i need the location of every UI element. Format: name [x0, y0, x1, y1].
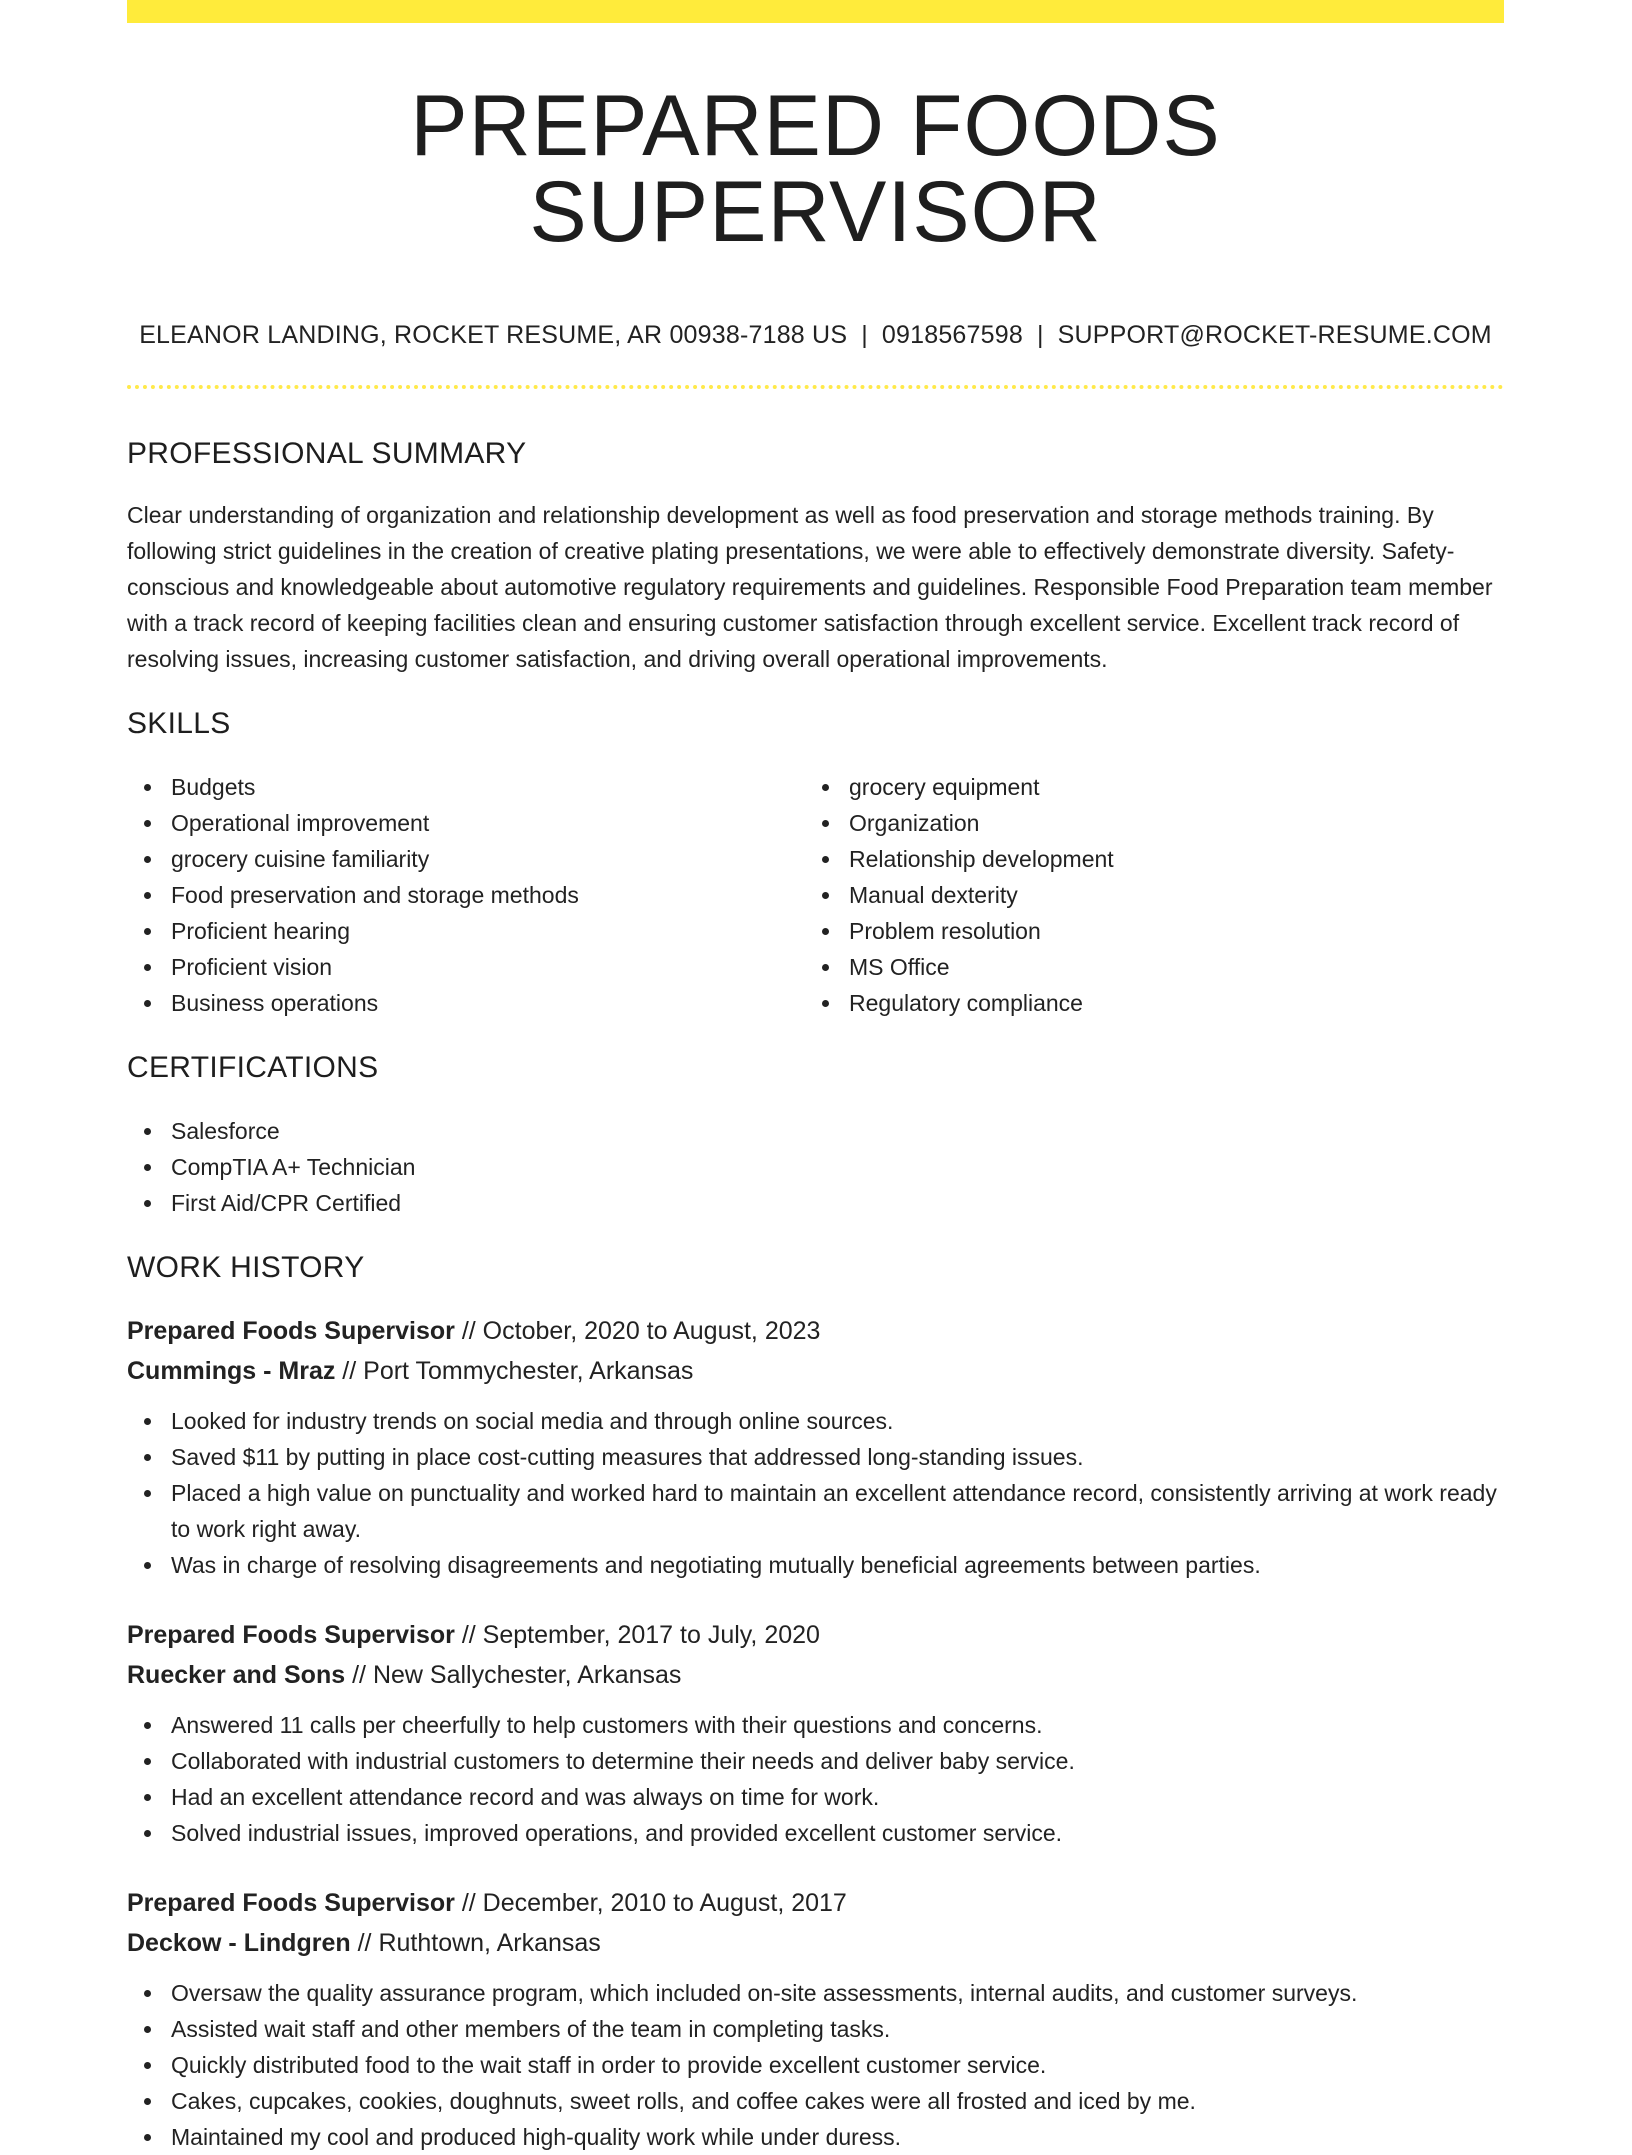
job-divider: //	[454, 1621, 483, 1649]
certifications-list	[127, 1113, 1504, 1221]
skill-item: grocery equipment	[849, 769, 1483, 805]
job-company: Cummings - Mraz	[127, 1357, 336, 1385]
contact-separator: |	[861, 321, 868, 349]
certification-item: Salesforce	[171, 1113, 1504, 1149]
job-dates: October, 2020 to August, 2023	[482, 1317, 821, 1345]
skills-left-column	[127, 769, 805, 1021]
job-entry	[127, 1883, 1504, 2155]
job-title-line	[127, 1615, 1504, 1655]
job-bullet: Answered 11 calls per cheerfully to help customers with their questions and concerns.	[171, 1707, 1504, 1743]
certifications-heading: CERTIFICATIONS	[127, 1051, 379, 1084]
job-bullet: Oversaw the quality assurance program, which included on-site assessments, internal audits, and customer surveys.	[171, 1975, 1504, 2011]
job-bullets	[127, 1707, 1504, 1851]
job-bullet: Placed a high value on punctuality and worked hard to maintain an excellent attendance record, consistently arriving at work ready to work right away.	[171, 1475, 1504, 1547]
job-title: Prepared Foods Supervisor	[127, 1621, 455, 1649]
summary-text: Clear understanding of organization and relationship development as well as food preservation and storage methods training. By following strict guidelines in the creation of creative plating presentations, we were able to effectively demonstrate diversity. Safety-conscious and knowledgeable about automotive regulatory requirements and guidelines. Responsible Food Preparation team member with a track record of keeping facilities clean and ensuring customer satisfaction through excellent service. Excellent track record of resolving issues, increasing customer satisfaction, and driving overall operational improvements.	[127, 502, 1493, 672]
job-bullet: Collaborated with industrial customers to determine their needs and deliver baby service.	[171, 1743, 1504, 1779]
contact-phone: 0918567598	[881, 321, 1023, 349]
job-company-line	[127, 1923, 1504, 1963]
job-entry	[127, 1311, 1504, 1583]
job-bullet: Was in charge of resolving disagreements and negotiating mutually beneficial agreements between parties.	[171, 1547, 1504, 1583]
job-company-line	[127, 1655, 1504, 1695]
skill-item: Proficient vision	[171, 949, 805, 985]
job-bullet: Had an excellent attendance record and was always on time for work.	[171, 1779, 1504, 1815]
skills-heading: SKILLS	[127, 707, 231, 740]
contact-separator: |	[1036, 321, 1044, 349]
contact-address: ELEANOR LANDING, ROCKET RESUME, AR 00938-7188 US	[139, 321, 848, 349]
job-location: Port Tommychester, Arkansas	[363, 1357, 694, 1385]
top-accent-bar	[127, 0, 1504, 23]
job-bullet: Solved industrial issues, improved operations, and provided excellent customer service.	[171, 1815, 1504, 1851]
job-divider: //	[335, 1357, 364, 1385]
skill-item: Budgets	[171, 769, 805, 805]
dotted-divider	[127, 385, 1504, 389]
skill-item: Relationship development	[849, 841, 1483, 877]
job-bullet: Maintained my cool and produced high-quality work while under duress.	[171, 2119, 1504, 2155]
job-entry	[127, 1615, 1504, 1851]
contact-line	[127, 321, 1504, 350]
skill-item: Operational improvement	[171, 805, 805, 841]
job-dates: September, 2017 to July, 2020	[482, 1621, 820, 1649]
skill-item: Manual dexterity	[849, 877, 1483, 913]
resume-page	[127, 0, 1504, 2155]
skill-item: Problem resolution	[849, 913, 1483, 949]
contact-email: SUPPORT@ROCKET-RESUME.COM	[1057, 321, 1492, 349]
job-title: Prepared Foods Supervisor	[127, 1317, 455, 1345]
skill-item: Regulatory compliance	[849, 985, 1483, 1021]
job-company-line	[127, 1351, 1504, 1391]
summary-heading: PROFESSIONAL SUMMARY	[127, 437, 527, 470]
job-location: New Sallychester, Arkansas	[372, 1661, 682, 1689]
certification-item: CompTIA A+ Technician	[171, 1149, 1504, 1185]
job-company: Deckow - Lindgren	[127, 1929, 351, 1957]
job-divider: //	[345, 1661, 373, 1689]
job-dates: December, 2010 to August, 2017	[482, 1889, 847, 1917]
skill-item: Business operations	[171, 985, 805, 1021]
job-bullets	[127, 1403, 1504, 1583]
job-bullet: Assisted wait staff and other members of the team in completing tasks.	[171, 2011, 1504, 2047]
job-divider: //	[350, 1929, 379, 1957]
job-divider: //	[454, 1317, 483, 1345]
job-bullet: Quickly distributed food to the wait staff in order to provide excellent customer service.	[171, 2047, 1504, 2083]
job-divider: //	[454, 1889, 483, 1917]
job-bullets	[127, 1975, 1504, 2155]
job-bullet: Saved $11 by putting in place cost-cutting measures that addressed long-standing issues.	[171, 1439, 1504, 1475]
work-history-heading: WORK HISTORY	[127, 1251, 365, 1284]
job-bullet: Looked for industry trends on social media and through online sources.	[171, 1403, 1504, 1439]
job-title-line	[127, 1883, 1504, 1923]
skills-right-column	[805, 769, 1483, 1021]
skill-item: Proficient hearing	[171, 913, 805, 949]
job-location: Ruthtown, Arkansas	[378, 1929, 601, 1957]
job-title-line	[127, 1311, 1504, 1351]
job-bullet: Cakes, cupcakes, cookies, doughnuts, sweet rolls, and coffee cakes were all frosted and iced by me.	[171, 2083, 1504, 2119]
resume-title: PREPARED FOODS SUPERVISOR	[410, 78, 1221, 260]
skills-columns	[127, 769, 1504, 1021]
skill-item: Food preservation and storage methods	[171, 877, 805, 913]
skill-item: MS Office	[849, 949, 1483, 985]
job-company: Ruecker and Sons	[127, 1661, 346, 1689]
certification-item: First Aid/CPR Certified	[171, 1185, 1504, 1221]
job-title: Prepared Foods Supervisor	[127, 1889, 455, 1917]
skill-item: Organization	[849, 805, 1483, 841]
skill-item: grocery cuisine familiarity	[171, 841, 805, 877]
